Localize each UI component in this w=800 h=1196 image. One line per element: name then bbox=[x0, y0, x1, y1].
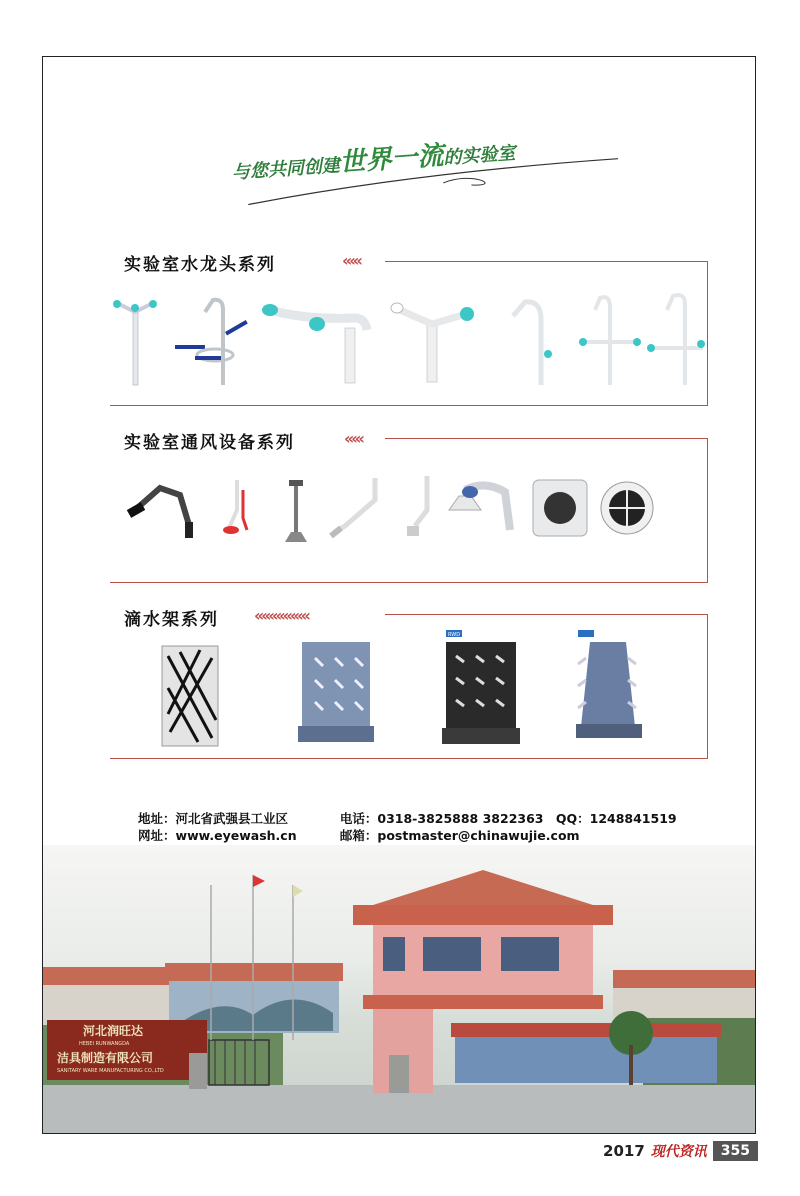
footer bbox=[603, 1140, 758, 1162]
slogan-part1: 与您共同创建 bbox=[231, 155, 341, 184]
company-sign-line2: 洁具制造有限公司 bbox=[57, 1051, 154, 1065]
section-title-drip-racks: 滴水架系列 bbox=[124, 610, 219, 630]
qq-value: 1248841519 bbox=[589, 811, 677, 826]
mail-label: 邮箱： bbox=[339, 828, 378, 843]
address-value: 河北省武强县工业区 bbox=[175, 811, 289, 826]
faucet-double-pipe-teal bbox=[262, 304, 367, 383]
fume-arm-wall bbox=[407, 476, 427, 536]
fume-arm-white bbox=[331, 478, 375, 536]
faucet-t-double-teal bbox=[391, 303, 474, 382]
company-sign-line1: 河北润旺达 bbox=[83, 1024, 144, 1038]
qq-label: QQ： bbox=[555, 811, 590, 826]
factory-scene bbox=[43, 845, 755, 1133]
inline-duct-fan bbox=[601, 482, 653, 534]
chevron-icon: ‹‹‹‹‹‹‹‹‹‹‹‹‹‹‹ bbox=[254, 606, 308, 625]
faucet-gooseneck-blue-handle bbox=[175, 300, 248, 385]
slogan-part3: 的实验室 bbox=[442, 142, 517, 169]
fume-arm-black bbox=[129, 488, 193, 538]
contact-info bbox=[138, 810, 677, 844]
drip-rack-blue-grey bbox=[298, 642, 374, 742]
page-number: 355 bbox=[713, 1141, 758, 1161]
phone-value: 0318-3825888 3822363 bbox=[377, 811, 544, 826]
footer-year: 2017 bbox=[603, 1142, 645, 1160]
chevron-icon: ‹‹‹‹‹ bbox=[344, 429, 362, 448]
faucet-triple-white bbox=[113, 300, 157, 385]
web-value[interactable]: www.eyewash.cn bbox=[175, 828, 297, 843]
hood-with-duct bbox=[449, 485, 510, 530]
phone-label: 电话： bbox=[339, 811, 378, 826]
company-sign-line2-en: SANITARY WARE MANUFACTURING CO.,LTD bbox=[57, 1068, 164, 1074]
centrifugal-fan bbox=[533, 480, 587, 536]
drip-rack-perforated bbox=[162, 646, 218, 746]
ceiling-hood-grey bbox=[285, 480, 307, 542]
section-bottom-line bbox=[110, 758, 708, 759]
faucet-gooseneck-double-handle bbox=[579, 297, 641, 385]
section-bottom-line bbox=[110, 405, 708, 406]
fume-arm-red bbox=[223, 480, 247, 534]
ventilation-products bbox=[125, 470, 655, 550]
section-title-faucets: 实验室水龙头系列 bbox=[124, 255, 276, 275]
drip-rack-double-sided bbox=[576, 630, 642, 738]
web-label: 网址： bbox=[138, 828, 176, 843]
faucet-gooseneck-triple-handle bbox=[647, 295, 705, 385]
company-sign-line1-en: HEBEI RUNWANGDA bbox=[79, 1041, 130, 1047]
brand-badge: RWD bbox=[448, 632, 461, 638]
factory-photo bbox=[43, 845, 755, 1133]
drip-rack-black bbox=[442, 630, 520, 744]
mail-value[interactable]: postmaster@chinawujie.com bbox=[377, 828, 580, 843]
chevron-icon: ‹‹‹‹‹ bbox=[342, 251, 360, 270]
drip-rack-products bbox=[150, 628, 660, 753]
faucet-products bbox=[105, 290, 705, 390]
section-title-ventilation: 实验室通风设备系列 bbox=[124, 433, 295, 453]
address-label: 地址： bbox=[138, 811, 176, 826]
faucet-gooseneck-single bbox=[513, 302, 552, 385]
section-bottom-line bbox=[110, 582, 708, 583]
footer-magazine: 现代资讯 bbox=[650, 1144, 707, 1160]
slogan-part2: 世界一流 bbox=[338, 140, 445, 179]
